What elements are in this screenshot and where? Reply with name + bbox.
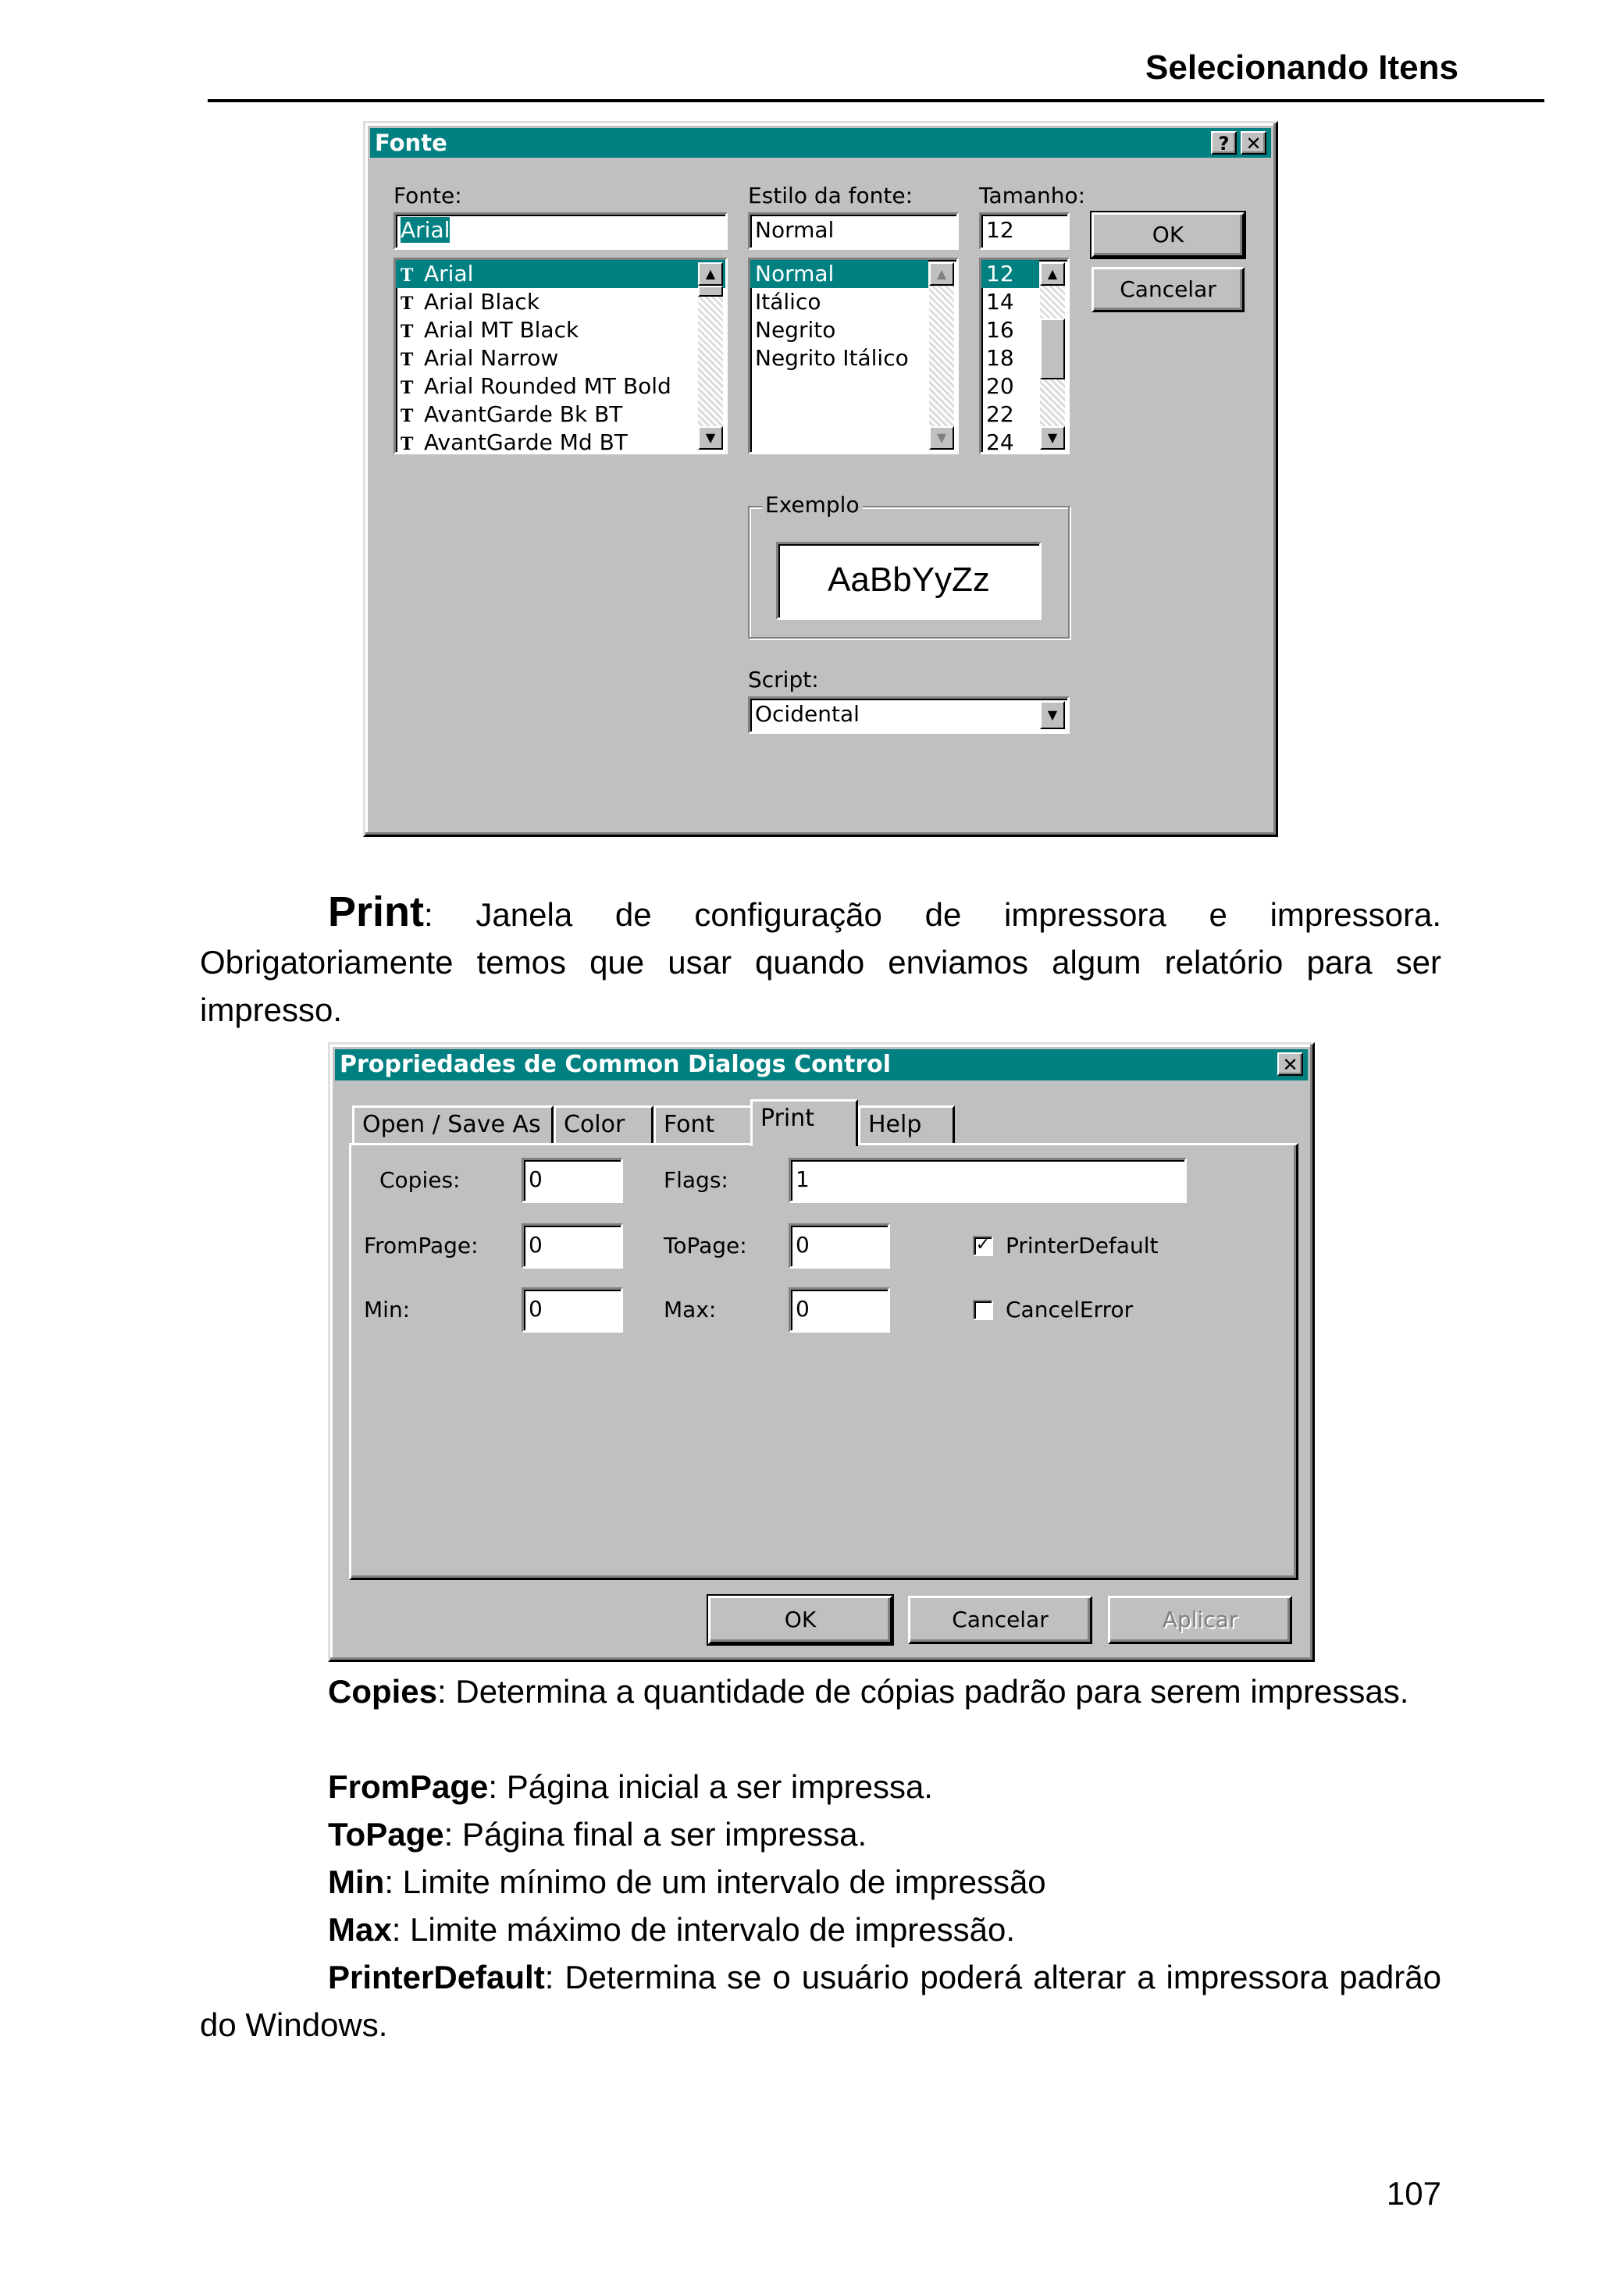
frompage-input[interactable]: 0 [522, 1223, 623, 1269]
scroll-down-icon[interactable]: ▼ [1040, 426, 1065, 450]
sample-groupbox [748, 492, 1070, 639]
truetype-icon: T [401, 406, 414, 426]
scroll-down-icon[interactable]: ▼ [698, 426, 723, 450]
frompage-label: FromPage: [364, 1233, 479, 1258]
list-item[interactable]: 12 [981, 260, 1039, 288]
running-header: Selecionando Itens [1145, 48, 1458, 87]
truetype-icon: T [401, 378, 414, 398]
font-list-item-label: Arial Black [424, 289, 540, 315]
font-list-item-label: AvantGarde Md BT [424, 429, 628, 454]
apply-button[interactable]: Aplicar [1108, 1596, 1292, 1644]
size-list[interactable] [979, 258, 1070, 454]
definition-term: PrinterDefault [328, 1959, 545, 1995]
font-name-input[interactable] [394, 212, 728, 250]
font-list-item-label: Arial Narrow [424, 345, 559, 371]
page-number: 107 [1386, 2175, 1441, 2212]
properties-dialog-title: Propriedades de Common Dialogs Control [340, 1051, 892, 1078]
definition-frompage [200, 1763, 1441, 1810]
scroll-up-icon[interactable]: ▲ [1040, 262, 1065, 286]
header-rule [208, 99, 1544, 102]
list-item[interactable]: Itálico [755, 289, 821, 315]
scroll-thumb[interactable] [1040, 319, 1065, 379]
tab-font[interactable]: Font [653, 1105, 753, 1144]
size-list-scrollbar[interactable] [1040, 262, 1065, 450]
cancelerror-checkbox[interactable] [973, 1300, 993, 1320]
definition-text: : Página inicial a ser impressa. [488, 1768, 933, 1805]
topage-input[interactable]: 0 [789, 1223, 890, 1269]
tab-print[interactable]: Print [750, 1099, 858, 1146]
scroll-up-icon[interactable]: ▲ [698, 262, 723, 286]
list-item[interactable] [396, 288, 725, 316]
truetype-icon: T [401, 265, 414, 286]
copies-label [379, 1167, 460, 1193]
print-intro-paragraph [200, 888, 1441, 1034]
size-input[interactable]: 12 [979, 212, 1070, 250]
font-dialog-titlebar[interactable] [370, 128, 1271, 158]
scroll-down-icon[interactable]: ▼ [929, 426, 954, 450]
close-icon[interactable]: ✕ [1241, 131, 1266, 155]
sample-text: AaBbYyZz [828, 561, 990, 599]
definition-term: Max [328, 1911, 392, 1948]
min-input[interactable]: 0 [522, 1287, 623, 1333]
scroll-thumb[interactable] [698, 286, 723, 297]
topage-label: ToPage: [664, 1233, 747, 1258]
cancel-button[interactable]: Cancelar [908, 1596, 1092, 1644]
properties-dialog-titlebar[interactable] [335, 1049, 1308, 1080]
list-item[interactable]: 20 [986, 373, 1014, 399]
print-description: : Janela de configuração de impressora e impressora. Obrigatoriamente temos que usar quando enviamos algum relatório para ser impresso. [200, 896, 1441, 1028]
max-input[interactable]: 0 [789, 1287, 890, 1333]
copies-input[interactable]: 0 [522, 1158, 623, 1203]
definition-text: : Limite mínimo de um intervalo de impressão [384, 1863, 1046, 1900]
printerdefault-checkbox[interactable]: ✓ [973, 1236, 993, 1256]
definition-printerdefault [200, 1953, 1441, 2049]
cancel-button[interactable]: Cancelar [1092, 267, 1245, 312]
list-item[interactable]: 24 [986, 429, 1014, 454]
font-label: Fonte: [394, 183, 462, 208]
list-item[interactable]: 14 [986, 289, 1014, 315]
definition-topage [200, 1810, 1441, 1858]
font-list-item-label: Arial MT Black [424, 317, 579, 343]
truetype-icon: T [401, 322, 414, 342]
flags-label: Flags: [664, 1167, 728, 1193]
size-label: Tamanho: [979, 183, 1086, 208]
tab-open-save-as[interactable]: Open / Save As [352, 1105, 554, 1144]
close-icon[interactable]: ✕ [1277, 1052, 1303, 1076]
definition-text: : Página final a ser impressa. [443, 1816, 867, 1853]
list-item[interactable]: 22 [986, 401, 1014, 427]
scroll-up-icon[interactable]: ▲ [929, 262, 954, 286]
list-item[interactable] [396, 260, 725, 288]
style-list-scrollbar[interactable] [929, 262, 954, 450]
definition-term: Copies [328, 1673, 438, 1710]
sample-group-title: Exemplo [762, 492, 863, 518]
definition-term: ToPage [328, 1816, 444, 1853]
font-dialog [363, 121, 1278, 837]
definition-text: : Determina se o usuário poderá alterar a impressora padrão do Windows. [200, 1959, 1441, 2043]
font-dialog-title: Fonte [375, 130, 447, 156]
list-item[interactable]: Negrito [755, 317, 836, 343]
list-item[interactable] [396, 316, 725, 344]
definition-term: Min [328, 1863, 385, 1900]
style-input[interactable]: Normal [748, 212, 959, 250]
script-label: Script: [748, 667, 819, 692]
script-value: Ocidental [755, 701, 860, 727]
truetype-icon: T [401, 294, 414, 314]
definition-copies [200, 1668, 1441, 1715]
font-list-scrollbar[interactable] [698, 262, 723, 450]
definition-text: : Limite máximo de intervalo de impressão. [391, 1911, 1016, 1948]
chevron-down-icon[interactable]: ▼ [1040, 701, 1065, 729]
list-item[interactable]: 16 [986, 317, 1014, 343]
font-list-item-label: Arial [424, 261, 474, 287]
min-label: Min: [364, 1297, 411, 1322]
print-tab-panel [349, 1143, 1298, 1580]
copies-label-text: Copies: [379, 1167, 461, 1193]
script-select[interactable] [748, 696, 1070, 734]
ok-button[interactable]: OK [708, 1596, 892, 1644]
truetype-icon: T [401, 434, 414, 454]
list-item[interactable]: 18 [986, 345, 1014, 371]
font-list-item-label: Arial Rounded MT Bold [424, 373, 671, 399]
list-item[interactable] [396, 344, 725, 372]
definition-min [200, 1858, 1441, 1906]
style-list[interactable] [748, 258, 959, 454]
list-item[interactable] [396, 429, 725, 454]
list-item[interactable]: Negrito Itálico [755, 345, 909, 371]
ok-button[interactable]: OK [1092, 212, 1245, 258]
style-label: Estilo da fonte: [748, 183, 913, 208]
printerdefault-label[interactable]: PrinterDefault [1006, 1233, 1159, 1258]
tab-color[interactable]: Color [554, 1105, 653, 1144]
definition-term: FromPage [328, 1768, 489, 1805]
list-item[interactable] [396, 372, 725, 400]
max-label: Max: [664, 1297, 717, 1322]
definition-max [200, 1906, 1441, 1953]
font-name-value: Arial [401, 217, 450, 243]
truetype-icon: T [401, 350, 414, 370]
list-item[interactable] [396, 400, 725, 429]
help-button[interactable]: ? [1211, 131, 1237, 155]
list-item[interactable]: Normal [750, 260, 928, 288]
print-term: Print [328, 888, 425, 935]
flags-input[interactable]: 1 [789, 1158, 1187, 1203]
sample-preview [776, 542, 1042, 620]
font-list-item-label: AvantGarde Bk BT [424, 401, 623, 427]
font-list[interactable] [394, 258, 728, 454]
cancelerror-label[interactable]: CancelError [1006, 1297, 1134, 1322]
tab-help[interactable]: Help [858, 1105, 955, 1144]
definition-text: : Determina a quantidade de cópias padrão para serem impressas. [437, 1673, 1409, 1710]
properties-dialog [328, 1042, 1315, 1662]
